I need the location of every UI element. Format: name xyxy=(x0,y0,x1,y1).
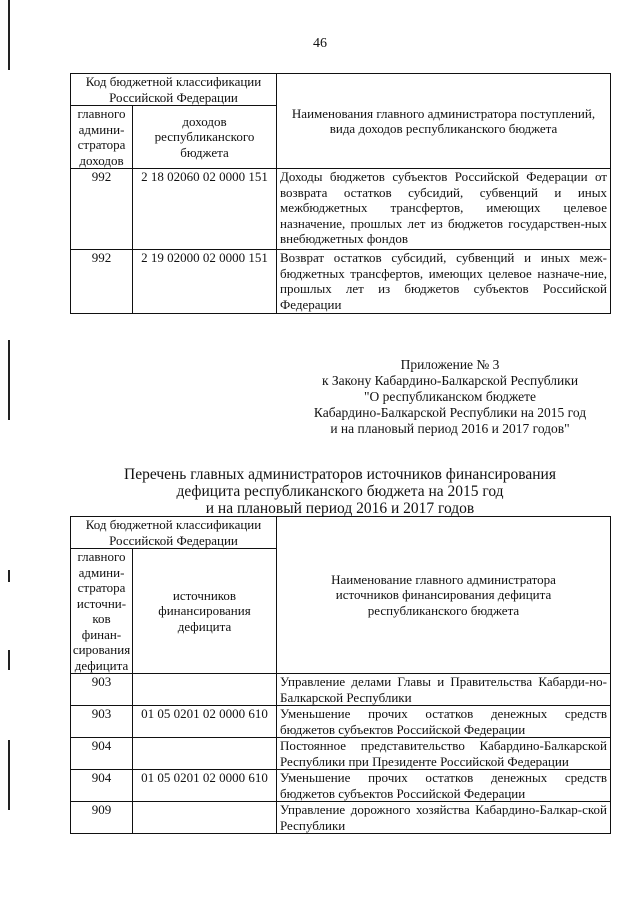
admin-code-cell: 992 xyxy=(71,169,133,250)
appendix-header: Приложение № 3 к Закону Кабардино-Балкарской Республики "О республиканском бюджете Кабардино-Балкарской Республики на 2015 год и на плановый период 2016 и 2017 годов" xyxy=(313,357,587,436)
scan-edge-mark xyxy=(8,0,10,70)
budget-code-cell xyxy=(133,802,277,834)
page-number: 46 xyxy=(313,36,327,51)
admin-code-cell: 903 xyxy=(71,706,133,738)
scan-edge-mark xyxy=(8,570,10,582)
budget-code-cell xyxy=(133,674,277,706)
scan-edge-mark xyxy=(8,340,10,420)
source-code-header: источников финансирования дефицита xyxy=(133,549,277,674)
budget-classification-header: Код бюджетной классификации Российской Федерации xyxy=(71,517,277,549)
admin-code-cell: 992 xyxy=(71,250,133,314)
table-row xyxy=(71,802,611,834)
description-cell: Доходы бюджетов субъектов Российской Федерации от возврата остатков субсидий, субвенций и иных межбюджетных трансфертов, имеющих целевое назначение, прошлых лет из бюджетов государствен-ных внебюджетных фондов xyxy=(277,169,611,250)
table-row xyxy=(71,770,611,802)
main-administrator-header: главного админи- стратора доходов xyxy=(71,106,133,169)
scan-edge-mark xyxy=(8,650,10,670)
income-code-header: доходов республиканского бюджета xyxy=(133,106,277,169)
deficit-sources-table xyxy=(70,516,611,834)
description-cell: Уменьшение прочих остатков денежных средств бюджетов субъектов Российской Федерации xyxy=(277,706,611,738)
admin-code-cell: 903 xyxy=(71,674,133,706)
table-header-row xyxy=(71,517,611,549)
table-row xyxy=(71,706,611,738)
list-title: Перечень главных администраторов источников финансирования дефицита республиканского бюджета на 2015 год и на плановый период 2016 и 2017 годов xyxy=(124,466,556,517)
table-row xyxy=(71,674,611,706)
administrator-name-header: Наименования главного администратора поступлений, вида доходов республиканского бюджета xyxy=(277,74,611,169)
budget-code-cell: 01 05 0201 02 0000 610 xyxy=(133,706,277,738)
description-cell: Возврат остатков субсидий, субвенций и иных меж-бюджетных трансфертов, имеющих целевое назначе-ние, прошлых лет из бюджетов субъектов Российской Федерации xyxy=(277,250,611,314)
budget-code-cell: 01 05 0201 02 0000 610 xyxy=(133,770,277,802)
budget-code-cell xyxy=(133,738,277,770)
budget-classification-header: Код бюджетной классификации Российской Федерации xyxy=(71,74,277,106)
description-cell: Управление делами Главы и Правительства Кабарди-но-Балкарской Республики xyxy=(277,674,611,706)
table-row xyxy=(71,169,611,250)
table-row xyxy=(71,250,611,314)
description-cell: Уменьшение прочих остатков денежных средств бюджетов субъектов Российской Федерации xyxy=(277,770,611,802)
table-row xyxy=(71,738,611,770)
main-administrator-header: главного админи- стратора источни- ков финан- сирования дефицита xyxy=(71,549,133,674)
scan-edge-mark xyxy=(8,740,10,810)
admin-code-cell: 904 xyxy=(71,770,133,802)
administrator-name-header: Наименование главного администратора источников финансирования дефицита республиканского бюджета xyxy=(277,517,611,674)
budget-code-cell: 2 19 02000 02 0000 151 xyxy=(133,250,277,314)
admin-code-cell: 904 xyxy=(71,738,133,770)
description-cell: Управление дорожного хозяйства Кабардино-Балкар-ской Республики xyxy=(277,802,611,834)
budget-code-cell: 2 18 02060 02 0000 151 xyxy=(133,169,277,250)
admin-code-cell: 909 xyxy=(71,802,133,834)
income-administrators-table xyxy=(70,73,611,314)
description-cell: Постоянное представительство Кабардино-Балкарской Республики при Президенте Российской Федерации xyxy=(277,738,611,770)
table-header-row xyxy=(71,74,611,106)
